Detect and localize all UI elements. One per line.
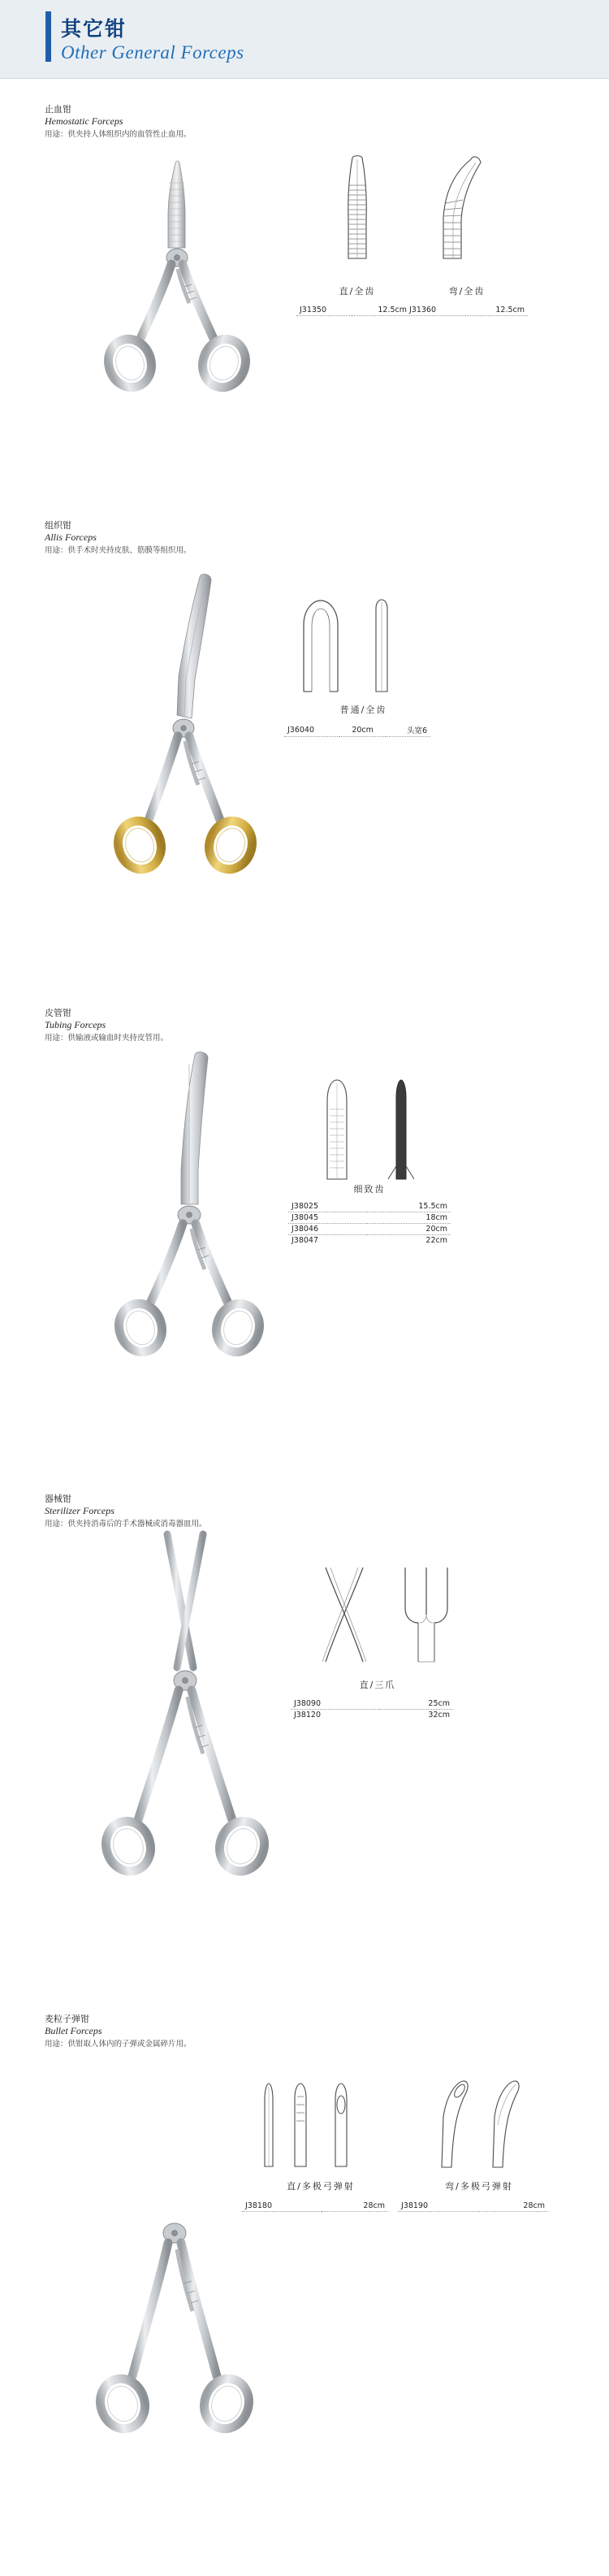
cell-code: J38046 xyxy=(288,1224,367,1235)
instrument-photo-bullet xyxy=(85,2048,272,2470)
cell-code: J38180 xyxy=(242,2201,322,2212)
cell-size: 18cm xyxy=(367,1212,451,1224)
cell-code: J31350 xyxy=(296,305,352,316)
instrument-photo-hemostatic xyxy=(93,158,264,443)
page-title-cn: 其它钳 xyxy=(61,17,127,41)
tip-drawing-curved xyxy=(422,154,495,268)
page-title-en: Other General Forceps xyxy=(61,42,244,63)
table-row xyxy=(296,305,410,316)
cell-code: J38190 xyxy=(398,2201,479,2212)
spec-table-allis xyxy=(284,723,430,737)
cell-size: 25cm xyxy=(379,1698,453,1710)
section-name-cn: 器械钳 xyxy=(45,1494,71,1504)
spec-table-sterilizer xyxy=(291,1698,453,1720)
table-row xyxy=(288,1224,451,1235)
section-desc: 用途：供夹持消毒后的手术器械或消毒器皿用。 xyxy=(45,1520,207,1529)
tip-drawing-bullet-straight-detail xyxy=(280,2080,321,2170)
section-title-allis xyxy=(45,520,192,557)
tip-drawing-bullet-curved-detail xyxy=(475,2076,532,2170)
section-title-bullet xyxy=(45,2014,192,2050)
cell-code: J38045 xyxy=(288,1212,367,1224)
cell-size: 28cm xyxy=(479,2201,548,2212)
cell-size: 15.5cm xyxy=(367,1201,451,1212)
cell-size: 12.5cm xyxy=(465,305,528,316)
table-row xyxy=(406,305,528,316)
section-name-en: Sterilizer Forceps xyxy=(45,1505,114,1516)
section-title-sterilizer xyxy=(45,1494,207,1530)
cell-code: J38025 xyxy=(288,1201,367,1212)
table-row xyxy=(288,1212,451,1224)
section-desc: 用途：供钳取人体内的子弹或金属碎片用。 xyxy=(45,2040,192,2049)
cell-note: 头宽6 xyxy=(386,723,430,737)
cell-size: 20cm xyxy=(339,723,386,737)
spec-table-hemostatic-curved xyxy=(406,305,528,316)
cell-code: J38090 xyxy=(291,1698,379,1710)
tip-drawing-sterilizer-crossed xyxy=(313,1564,378,1666)
table-row xyxy=(284,723,430,737)
instrument-photo-allis xyxy=(97,569,284,935)
tip-drawing-tubing-side xyxy=(380,1077,421,1182)
group-caption-sterilizer: 直/三爪 xyxy=(359,1680,396,1690)
section-name-cn: 组织钳 xyxy=(45,520,71,531)
instrument-photo-tubing xyxy=(97,1048,284,1373)
group-caption-bullet-straight: 直/多极弓弹射 xyxy=(287,2181,355,2192)
cell-size: 20cm xyxy=(367,1224,451,1235)
section-desc: 用途：供手术时夹持皮肤、筋膜等组织用。 xyxy=(45,546,192,555)
tip-drawing-sterilizer-trident xyxy=(394,1564,459,1666)
section-name-en: Tubing Forceps xyxy=(45,1019,106,1030)
tip-drawing-bullet-straight-eye xyxy=(321,2080,361,2170)
table-row xyxy=(291,1698,453,1710)
tip-drawing-allis-side xyxy=(365,597,398,695)
tip-drawing-straight xyxy=(325,154,390,268)
table-row xyxy=(288,1235,451,1247)
tip-drawing-bullet-curved xyxy=(422,2076,479,2170)
section-name-en: Bullet Forceps xyxy=(45,2025,102,2036)
instrument-photo-sterilizer xyxy=(89,1528,276,1918)
section-hemostatic xyxy=(0,0,609,463)
table-row xyxy=(398,2201,548,2212)
table-row xyxy=(291,1710,453,1721)
section-name-cn: 止血钳 xyxy=(45,104,71,115)
section-name-cn: 皮管钳 xyxy=(45,1008,71,1018)
cell-code: J31360 xyxy=(406,305,465,316)
cell-size: 32cm xyxy=(428,1711,450,1720)
cell-size: 22cm xyxy=(425,1236,447,1245)
tip-drawing-tubing-front xyxy=(313,1077,361,1182)
section-title-hemostatic xyxy=(45,104,192,141)
spec-table-bullet-curved xyxy=(398,2201,548,2212)
section-title-tubing xyxy=(45,1008,168,1044)
group-caption-bullet-curved: 弯/多极弓弹射 xyxy=(445,2181,513,2192)
tip-drawing-allis-jaw xyxy=(292,597,349,695)
cell-code: J38047 xyxy=(292,1236,319,1245)
section-name-en: Allis Forceps xyxy=(45,531,97,543)
section-name-cn: 麦粒子弹钳 xyxy=(45,2014,89,2024)
group-caption-straight: 直/全齿 xyxy=(339,286,376,297)
spec-table-tubing xyxy=(288,1201,451,1246)
cell-size: 12.5cm xyxy=(352,305,410,316)
cell-code: J38120 xyxy=(294,1711,322,1720)
group-caption-curved: 弯/全齿 xyxy=(448,286,486,297)
cell-size: 28cm xyxy=(322,2201,388,2212)
section-name-en: Hemostatic Forceps xyxy=(45,115,123,127)
spec-table-hemostatic-straight xyxy=(296,305,410,316)
group-caption-allis: 普通/全齿 xyxy=(339,705,387,715)
section-desc: 用途：供输液或输血时夹持皮管用。 xyxy=(45,1034,169,1043)
cell-code: J36040 xyxy=(284,723,339,737)
section-desc: 用途：供夹持人体组织内的血管性止血用。 xyxy=(45,130,192,139)
table-row xyxy=(288,1201,451,1212)
group-caption-tubing: 细致齿 xyxy=(353,1184,386,1195)
